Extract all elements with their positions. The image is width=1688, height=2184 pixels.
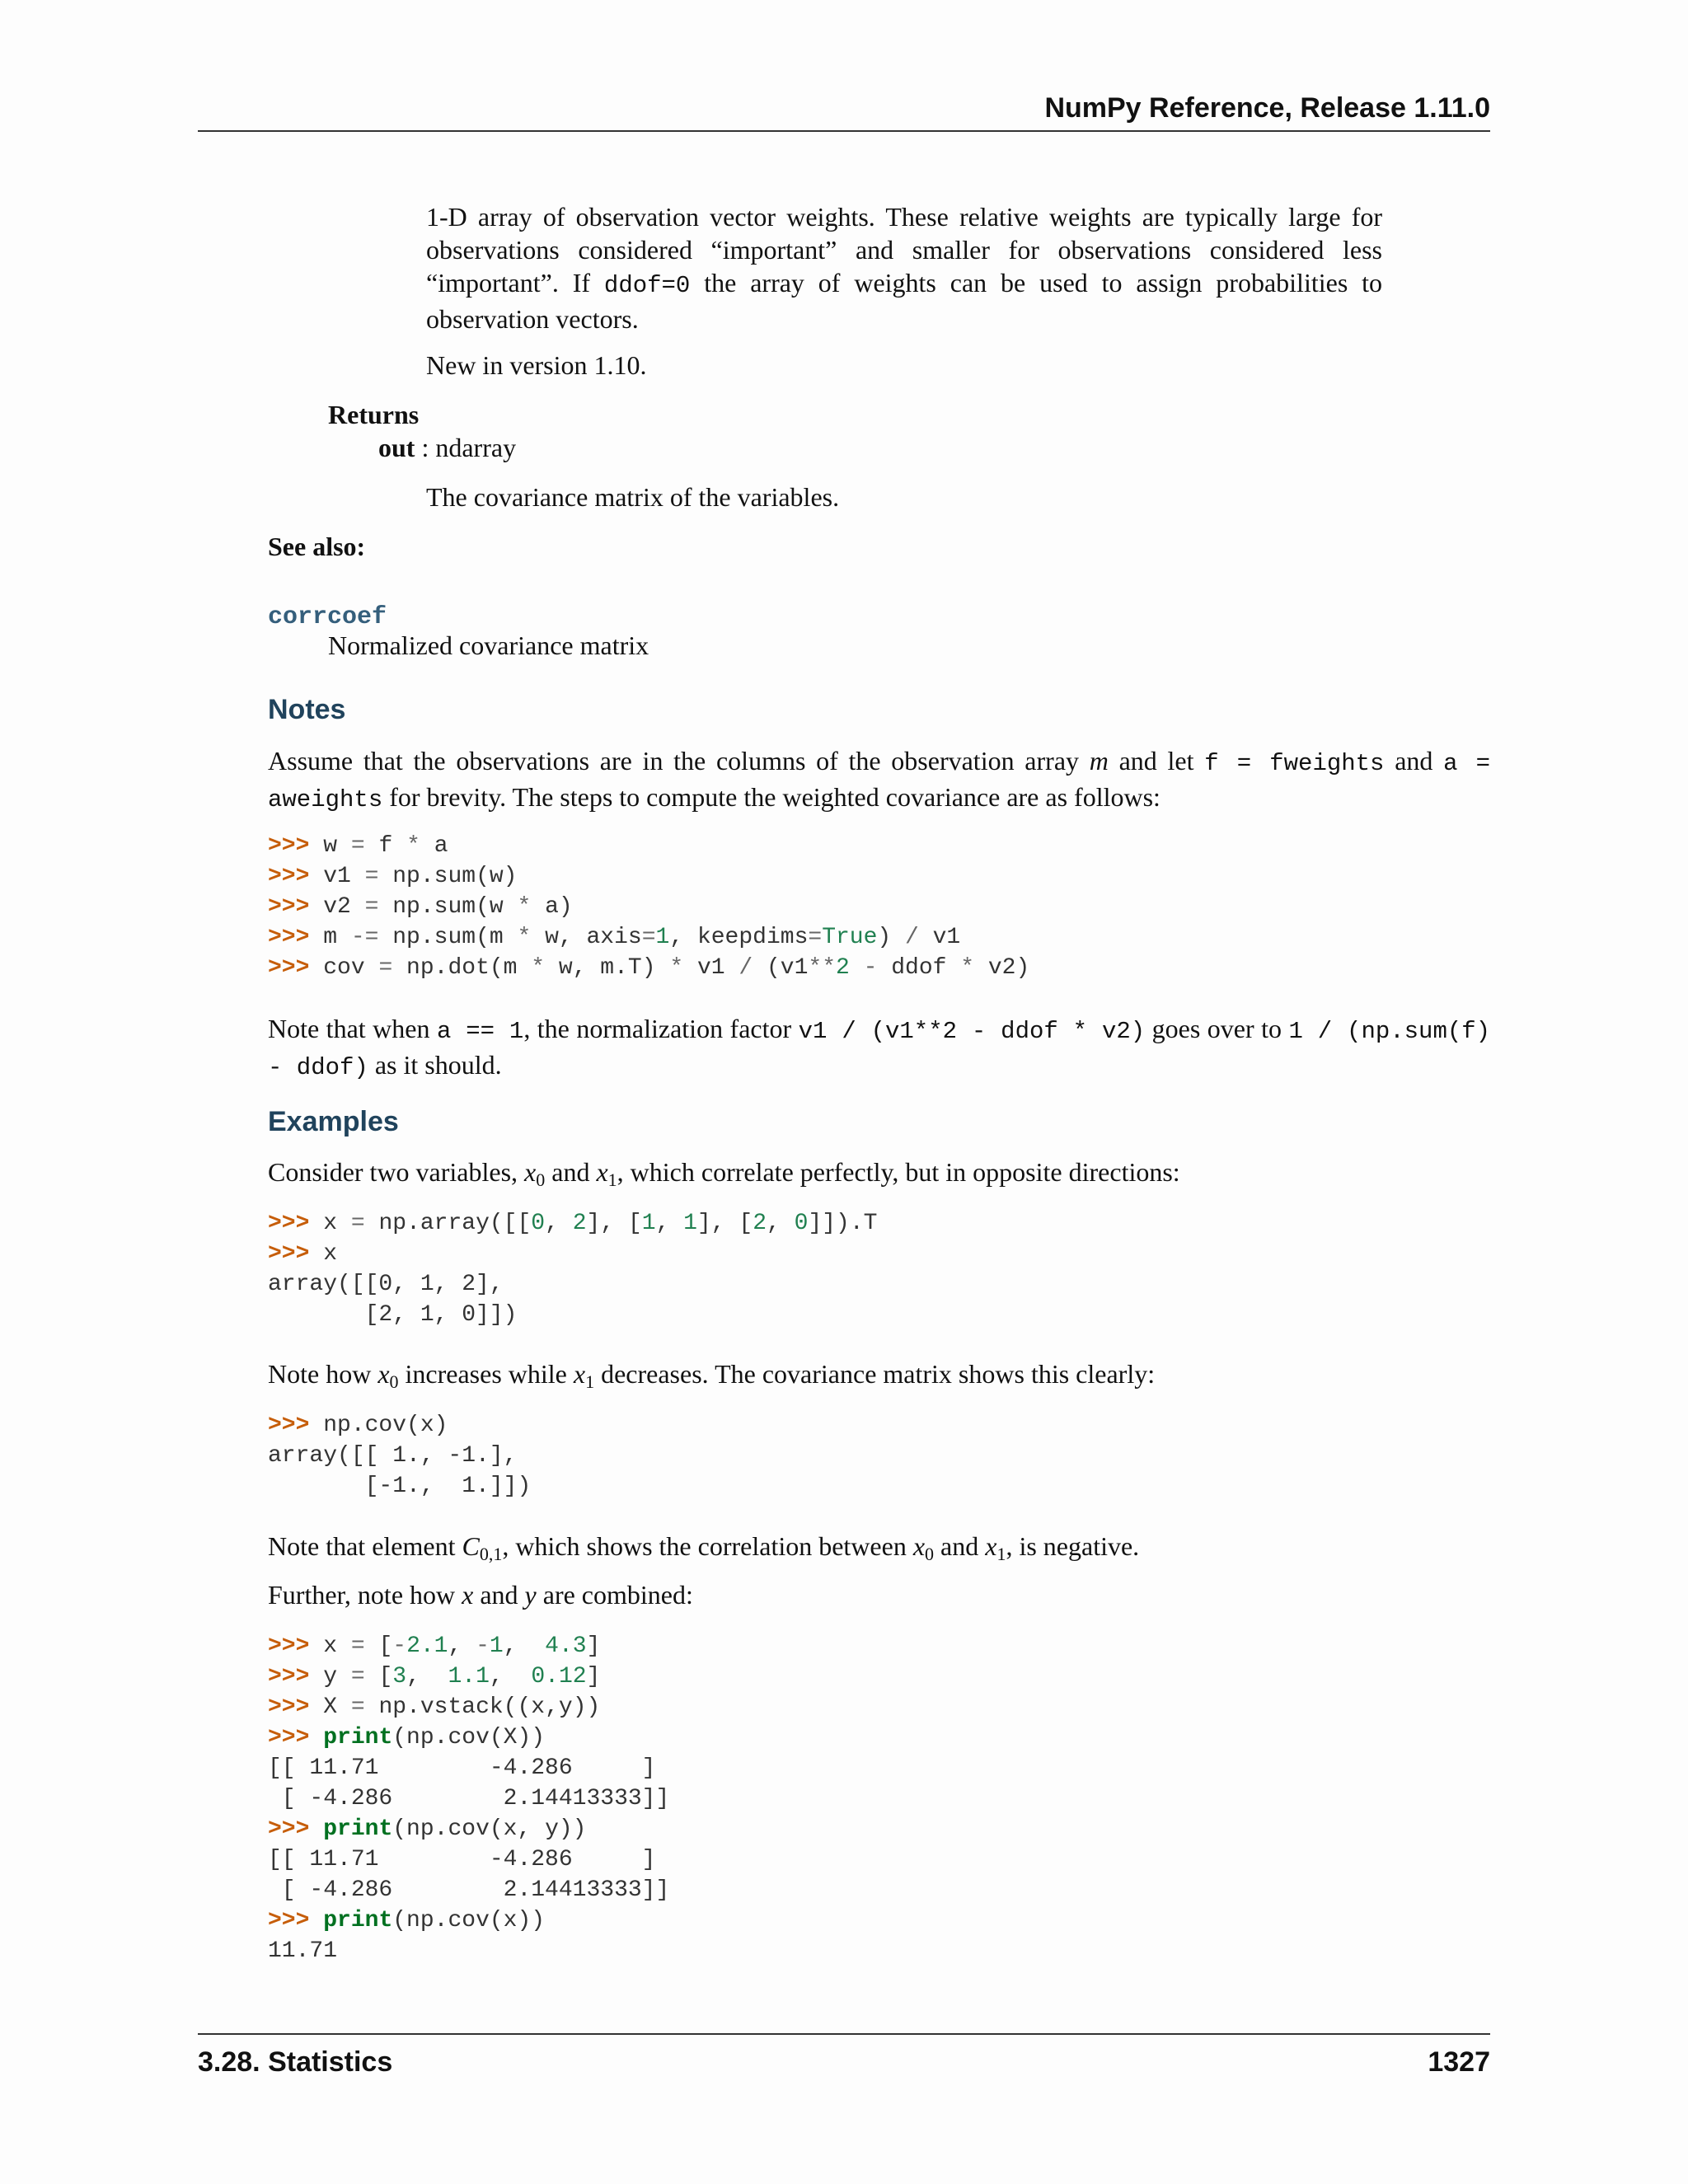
examples-paragraph-3: Note that element $C_{0,1}$, which shows the correlation between $x_0$ and $x_1$, is negative. [268,1531,1140,1564]
examples-paragraph-1: Consider two variables, $x_0$ and $x_1$, which correlate perfectly, but in opposite directions: [268,1157,1180,1190]
code-block-array: >>> x = np.array([[0, 2], [1, 1], [2, 0]]).T >>> x array([[0, 1, 2], [2, 1, 0]]) [268,1211,878,1328]
notes-paragraph-2: Note that when a == 1, the normalization factor v1 / (v1**2 - ddof * v2) goes over to 1 / (np.sum(f) - ddof) as it should. [268,1014,1491,1081]
examples-heading: Examples [268,1106,399,1137]
running-header [198,92,1490,132]
footer-section: 3.28. Statistics [198,2046,393,2078]
version-note: New in version 1.10. [426,350,647,380]
returns-heading: Returns [328,400,420,429]
returns-desc: The covariance matrix of the variables. [426,482,840,512]
see-also-link[interactable]: corrcoef [268,603,387,631]
examples-paragraph-4: Further, note how x and y are combined: [268,1580,693,1610]
code-block-weighted-cov: >>> w = f * a >>> v1 = np.sum(w) >>> v2 = np.sum(w * a) >>> m -= np.sum(m * w, axis=1, keepdims=True) / v1 >>> cov = np.dot(m * w, m.T) * v1 / (v1**2 - ddof * v2) [268,833,1030,981]
inline-code: ddof=0 [603,272,691,299]
page-number: 1327 [1428,2046,1490,2078]
running-footer [198,2033,1490,2084]
examples-paragraph-2: Note how $x_0$ increases while $x_1$ decreases. The covariance matrix shows this clearly: [268,1359,1156,1392]
returns-param: out : ndarray [378,433,517,462]
see-also-desc: Normalized covariance matrix [328,630,649,660]
code-block-cov: >>> np.cov(x) array([[ 1., -1.], [-1., 1.]]) [268,1413,532,1499]
see-also-heading: See also: [268,532,366,561]
weights-description: 1-D array of observation vector weights. These relative weights are typically large for observations considered “important” and smaller for observations considered less “important”. If ddof=0 the array of weights can be used to assign probabilities to observation vectors. [426,202,1383,334]
notes-heading: Notes [268,694,346,725]
notes-paragraph-1: Assume that the observations are in the columns of the observation array m and let f = fweights and a = aweights for brevity. The steps to compute the weighted covariance are as follows: [268,746,1491,813]
code-block-vstack: >>> x = [-2.1, -1, 4.3] >>> y = [3, 1.1, 0.12] >>> X = np.vstack((x,y)) >>> print(np.cov(X)) [[ 11.71 -4.286 ] [ -4.286 2.14413333]] >>> print(np.cov(x, y)) [[ 11.71 -4.286 ] [ -4.286 2.14413333]] >>> print(np.cov(x)) 11.71 [268,1633,670,1964]
header-title: NumPy Reference, Release 1.11.0 [1044,92,1490,124]
